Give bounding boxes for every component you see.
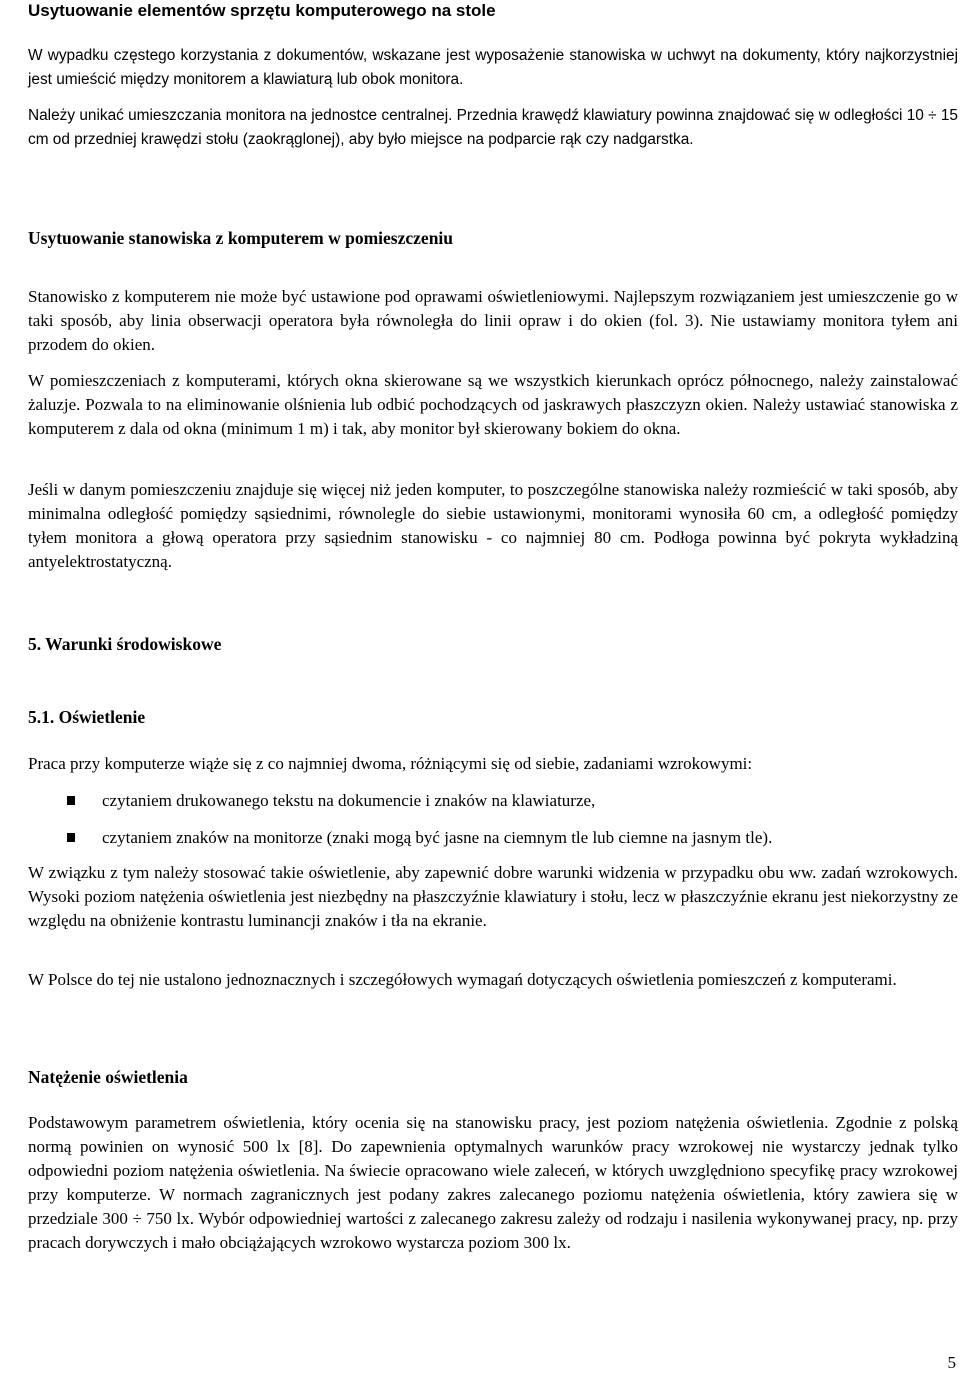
square-bullet-icon: [67, 833, 75, 842]
paragraph-document-holder: W wypadku częstego korzystania z dokumentów, wskazane jest wyposażenie stanowiska w uchwyt na dokumenty, który najkorzystniej jest umieścić między monitorem a klawiaturą lub obok monitora.: [28, 47, 958, 88]
paragraph-windows-blinds: W pomieszczeniach z komputerami, których okna skierowane są we wszystkich kierunkach oprócz północnego, należy zainstalować żaluzje. Pozwala to na eliminowanie olśnienia lub odbić pochodzących od jaskrawych płaszczyzn okien. Należy ustawiać stanowiska z komputerem z dala od okna (minimum 1 m) i tak, aby monitor był skierowany bokiem do okna.: [28, 371, 958, 438]
list-item-text: czytaniem znaków na monitorze (znaki mogą być jasne na ciemnym tle lub ciemne na jasnym tle).: [102, 828, 773, 847]
subchapter-heading-lighting: 5.1. Oświetlenie: [28, 707, 146, 727]
list-item-text: czytaniem drukowanego tekstu na dokumencie i znaków na klawiaturze,: [102, 791, 596, 810]
paragraph-light-fixtures: Stanowisko z komputerem nie może być ustawione pod oprawami oświetleniowymi. Najlepszym rozwiązaniem jest umieszczenie go w taki sposób, aby linia obserwacji operatora była równoległa do linii opraw i do okien (fol. 3). Nie ustawiamy monitora tyłem ani przodem do okien.: [28, 287, 958, 354]
square-bullet-icon: [67, 796, 75, 805]
paragraph-illuminance-level: Podstawowym parametrem oświetlenia, który ocenia się na stanowisku pracy, jest poziom natężenia oświetlenia. Zgodnie z polską normą powinien on wynosić 500 lx [8]. Do zapewnienia optymalnych warunków pracy wzrokowej nie wystarczy jednak tylko odpowiedni poziom natężenia oświetlenia. Na świecie opracowano wiele zaleceń, w których uwzględniono specyfikę pracy wzrokowej przy komputerze. W normach zagranicznych jest podany zakres zalecanego poziomu natężenia oświetlenia, który zawiera się w przedziale 300 ÷ 750 lx. Wybór odpowiedniej wartości z zalecanego zakresu zależy od rodzaju i nasilenia wykonywanej pracy, np. przy pracach dorywczych i mało obciążających wzrokowo wystarcza poziom 300 lx.: [28, 1113, 958, 1252]
paragraph-lighting-conditions: W związku z tym należy stosować takie oświetlenie, aby zapewnić dobre warunki widzenia w przypadku obu ww. zadań wzrokowych. Wysoki poziom natężenia oświetlenia jest niezbędny na płaszczyźnie klawiatury i stołu, lecz w płaszczyźnie ekranu jest niekorzystny ze względu na obniżenie kontrastu luminancji znaków i tła na ekranie.: [28, 863, 958, 930]
paragraph-visual-tasks-intro: Praca przy komputerze wiąże się z co najmniej dwoma, różniącymi się od siebie, zadaniami wzrokowymi:: [28, 754, 753, 773]
page-number: 5: [947, 1353, 956, 1372]
section-heading-desk-layout: Usytuowanie elementów sprzętu komputerowego na stole: [28, 1, 496, 20]
paragraph-polish-requirements: W Polsce do tej nie ustalono jednoznacznych i szczegółowych wymagań dotyczących oświetlenia pomieszczeń z komputerami.: [28, 970, 897, 989]
paragraph-monitor-keyboard: Należy unikać umieszczania monitora na jednostce centralnej. Przednia krawędź klawiatury powinna znajdować się w odległości 10 ÷ 15 cm od przedniej krawędzi stołu (zaokrąglonej), aby było miejsce na podparcie rąk czy nadgarstka.: [28, 107, 958, 148]
paragraph-workstation-distance: Jeśli w danym pomieszczeniu znajduje się więcej niż jeden komputer, to poszczególne stanowiska należy rozmieścić w taki sposób, aby minimalna odległość pomiędzy sąsiednimi, równolegle do siebie ustawionymi, monitorami wynosiła 60 cm, a odległość pomiędzy tyłem monitora a głową operatora przy sąsiednim stanowisku - co najmniej 80 cm. Podłoga powinna być pokryta wykładziną antyelektrostatyczną.: [28, 480, 958, 571]
section-heading-room-layout: Usytuowanie stanowiska z komputerem w pomieszczeniu: [28, 228, 454, 248]
section-heading-illuminance: Natężenie oświetlenia: [28, 1067, 188, 1087]
chapter-heading-environment: 5. Warunki środowiskowe: [28, 634, 222, 654]
